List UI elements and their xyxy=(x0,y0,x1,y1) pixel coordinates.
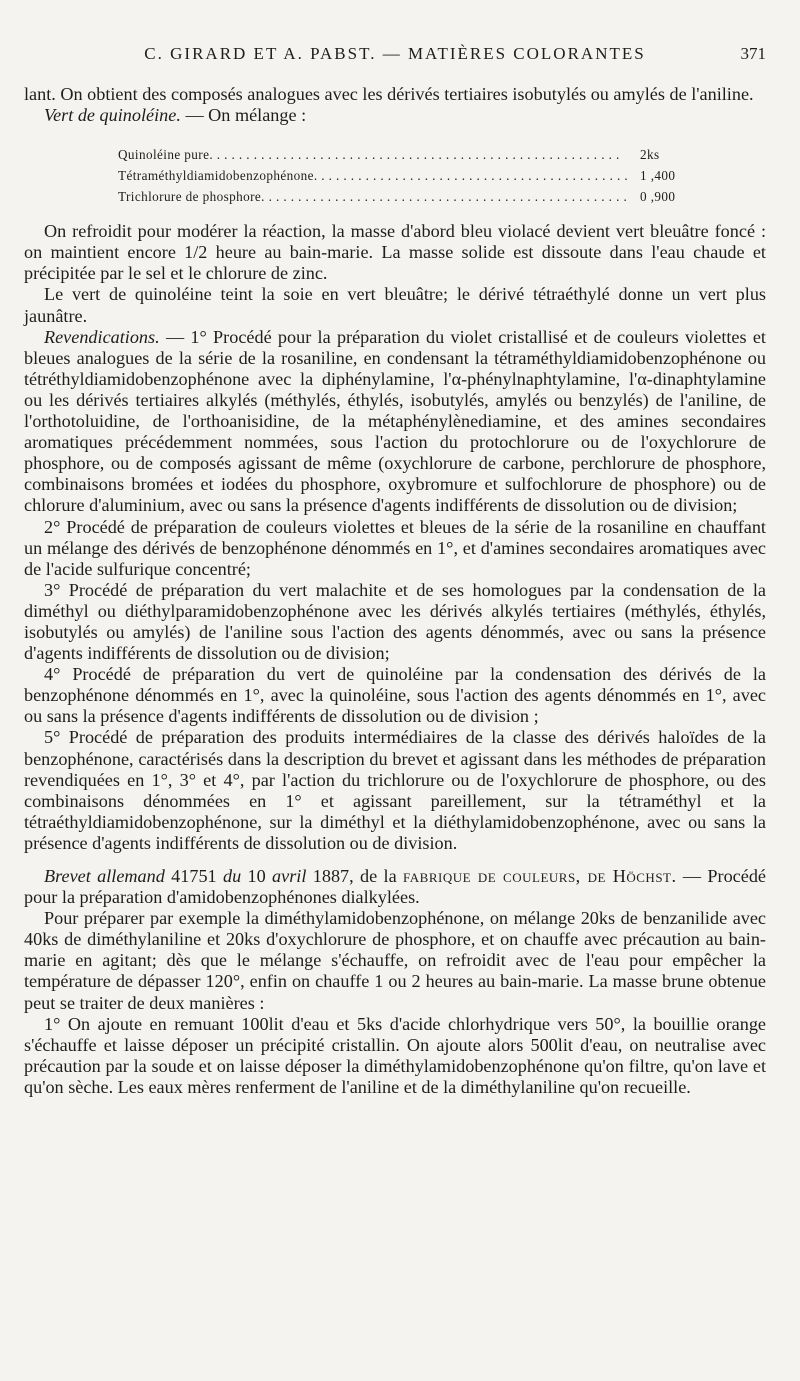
paragraph-12: 1° On ajoute en remuant 100lit d'eau et 5ks d'acide chlorhydrique vers 50°, la bouillie orange s'échauffe et laisse déposer un précipité cristallin. On ajoute alors 500lit d'eau, on neutralise avec précaution par la soude et on laisse déposer la diméthylamidobenzophénone qu'on filtre, qu'on lave et qu'on sèche. Les eaux mères renferment de l'aniline et de la diméthylaniline qu'on recueille. xyxy=(24,1013,766,1097)
paragraph-revendications xyxy=(24,327,766,517)
claim-5: 5° Procédé de préparation des produits intermédiaires de la classe des dérivés haloïdes de la benzophénone, caractérisés dans la description du brevet et agissant dans les méthodes de préparation revendiquées en 1°, 3° et 4°, par l'action du trichlorure ou de l'oxychlorure de phosphore, ou des combinaisons dénommées en 1° et agissant pareillement, sur la tétraméthyl et la tétraéthyldiamidobenzophénone, sur la diméthyl et la diéthylamidobenzophénone, avec ou sans la présence d'agents indifférents de dissolution ou de division. xyxy=(24,727,766,853)
recipe-list xyxy=(118,144,710,207)
page-number: 371 xyxy=(740,44,766,63)
leader-dots xyxy=(209,144,630,165)
patent-number: 41751 xyxy=(164,866,223,886)
page-body xyxy=(24,84,766,1098)
patent-du: du xyxy=(222,866,242,886)
claim-4: 4° Procédé de préparation du vert de quinoléine par la condensation des dérivés de la benzophénone dénommés en 1°, avec la quinoléine, sous l'action des agents dénommés en 1°, avec ou sans la présence d'agents indifférents de dissolution ou de division ; xyxy=(24,664,766,727)
section-title-revendications: Revendications. xyxy=(44,326,160,347)
recipe-ingredient: Quinoléine pure xyxy=(118,147,210,163)
recipe-row xyxy=(118,186,710,207)
recipe-ingredient: Trichlorure de phosphore xyxy=(118,189,262,205)
claim-2: 2° Procédé de préparation de couleurs violettes et bleues de la série de la rosaniline en chauffant un mélange des dérivés de benzophénone dénommés en 1°, et d'amines secondaires aromatiques avec de l'acide sulfurique concentré; xyxy=(24,516,766,579)
running-title: C. GIRARD ET A. PABST. — MATIÈRES COLORANTES xyxy=(144,44,646,63)
leader-dots xyxy=(261,186,630,207)
patent-description: — Procédé pour la préparation d'amidobenzophénones dialkylées. xyxy=(24,866,766,908)
paragraph-vert-quinoleine xyxy=(24,105,766,126)
recipe-ingredient: Tétraméthyldiamidobenzophénone xyxy=(118,168,314,184)
section-title-vert-quinoleine: Vert de quinoléine. xyxy=(44,105,181,126)
recipe-row xyxy=(118,165,710,186)
recipe-quantity: 1 ,400 xyxy=(640,168,676,184)
patent-heading xyxy=(24,866,766,908)
running-head xyxy=(24,44,766,70)
paragraph-11: Pour préparer par exemple la diméthylamidobenzophénone, on mélange 20ks de benzanilide avec 40ks de diméthylaniline et 20ks d'oxychlorure de phosphore, et on chauffe avec précaution au bain-marie en agitant; dès que le mélange s'échauffe, on refroidit avec de l'eau pour empêcher la température de dépasser 120°, enfin on chauffe 1 ou 2 heures au bain-marie. La masse brune obtenue peut se traiter de deux manières : xyxy=(24,908,766,1013)
recipe-quantity: 0 ,900 xyxy=(640,189,676,205)
claim-3: 3° Procédé de préparation du vert malachite et de ses homologues par la condensation de la diméthyl ou diéthylparamidobenzophénone avec les dérivés alkylés tertiaires (méthylés, éthylés, isobutylés ou amylés) de l'aniline sous l'action des agents dénommés, avec ou sans la présence d'agents indifférents de dissolution ou de division; xyxy=(24,579,766,664)
patent-year: 1887, de la xyxy=(306,866,403,886)
patent-month: avril xyxy=(272,866,307,886)
section-gap xyxy=(24,854,766,866)
patent-day: 10 xyxy=(241,866,273,886)
leader-dots xyxy=(314,165,630,186)
claim-1-text: — 1° Procédé pour la préparation du violet cristallisé et de couleurs violettes et bleues analogues de la série de la rosaniline, en condensant la tétraméthyldiamidobenzophénone ou tétréthyldiamidobenzophénone avec la diphénylamine, l'α-phénylnaphtylamine, l'α-dinaphtylamine ou les dérivés tertiaires alkylés (méthylés, éthylés, isobutylés, amylés ou benzylés) de l'aniline, de l'orthotoluidine, de l'orthoanisidine, de la métaphénylènediamine, et des amines secondaires aromatiques précédemment nommées, sous l'action du protochlorure ou de l'oxychlorure de phosphore, ou de composés agissant de même (oxychlorure de carbone, perchlorure de phosphore, combinaisons bromées et iodées du phosphore, oxybromure et sulfochlorure de phosphore) ou de chlorure d'aluminium, avec ou sans la présence d'agents indifférents de dissolution ou de division; xyxy=(24,326,766,516)
paragraph-3: On refroidit pour modérer la réaction, la masse d'abord bleu violacé devient vert bleuâtre foncé : on maintient encore 1/2 heure au bain-marie. La masse solide est dissoute dans l'eau chaude et précipitée par le sel et le chlorure de zinc. xyxy=(24,221,766,284)
patent-label: Brevet allemand xyxy=(44,866,165,886)
paragraph-2-text: — On mélange : xyxy=(180,105,307,126)
patent-company: fabrique de couleurs, de Höchst. xyxy=(403,866,677,886)
paragraph-1: lant. On obtient des composés analogues avec les dérivés tertiaires isobutylés ou amylés de l'aniline. xyxy=(24,84,754,104)
paragraph-4: Le vert de quinoléine teint la soie en vert bleuâtre; le dérivé tétraéthylé donne un vert plus jaunâtre. xyxy=(24,284,766,326)
recipe-row xyxy=(118,144,710,165)
recipe-quantity: 2ks xyxy=(640,147,660,163)
